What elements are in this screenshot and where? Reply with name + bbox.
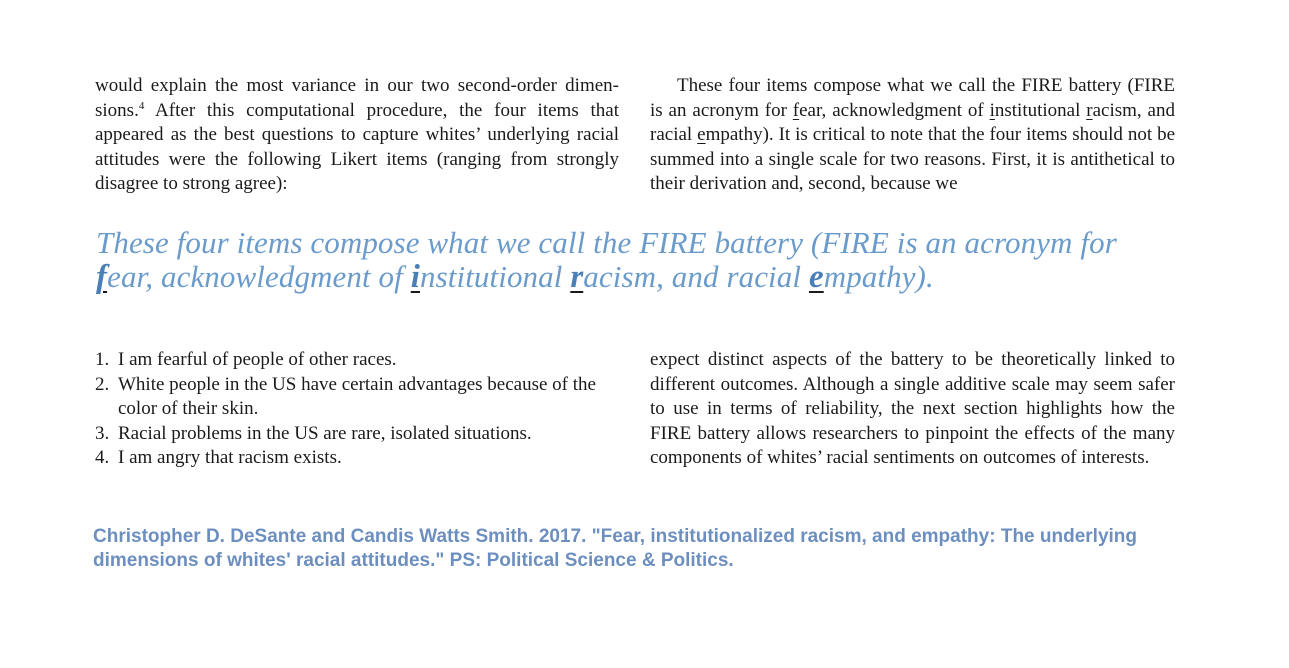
body-text: nstitutional <box>994 99 1087 121</box>
list-item-text: White people in the US have certain advantages because of the color of their skin. <box>118 373 596 420</box>
body-text: After this computational procedure, the four items that appeared as the best questions to capture whites’ underlying racial attitudes were the following Likert items (ranging from strongly disagree to strong agree): <box>95 99 619 195</box>
pull-quote-text: acism, and racial <box>583 259 809 294</box>
body-text: would explain the most variance in our two second-order dimen-sions. <box>95 75 619 121</box>
list-item-text: Racial problems in the US are rare, isolated situations. <box>118 422 532 444</box>
list-item-text: I am fearful of people of other races. <box>118 349 397 370</box>
list-item-text: I am angry that racism exists. <box>118 447 342 469</box>
pull-quote-text: ear, acknowledgment of <box>107 259 411 294</box>
right-column-bottom-paragraph <box>650 348 1175 471</box>
body-text: expect distinct aspects of the battery to be theoretically linked to different outcomes. Although a single additive scale may seem safer to use in terms of reliability, the next section highlights how the FIRE battery allows researchers to pinpoint the effects of the many components of whites’ racial sentiments on outcomes of interests. <box>650 349 1175 469</box>
likert-items-list <box>95 348 619 471</box>
body-text: These four items compose what we call the FIRE battery (FIRE is an acronym for <box>650 75 1175 121</box>
list-item <box>95 446 619 471</box>
acronym-letter-r: r <box>1086 99 1093 121</box>
pull-quote-text: These four items compose what we call the FIRE battery (FIRE is an acronym for <box>96 225 1117 260</box>
body-text: ear, acknowledgment of <box>799 99 990 121</box>
acronym-letter-i: i <box>989 99 995 121</box>
pull-quote-letter-f: f <box>96 259 108 295</box>
footnote-marker[interactable]: 4 <box>138 99 145 112</box>
list-item-number: 4. <box>95 447 110 469</box>
acronym-letter-f: f <box>792 99 800 121</box>
right-column-top-paragraph <box>650 74 1175 197</box>
list-item <box>95 373 619 422</box>
pull-quote-text: nstitutional <box>420 259 571 294</box>
list-item-number: 3. <box>95 422 110 444</box>
left-column-top-paragraph <box>95 74 619 197</box>
list-item-number: 1. <box>95 349 110 370</box>
body-text: mpathy). It is critical to note that the four items should not be summed into a single scale for two reasons. First, it is antithetical to their derivation and, second, because we <box>650 124 1175 195</box>
pull-quote-text: mpathy). <box>823 259 934 294</box>
list-item-number: 2. <box>95 373 110 395</box>
pull-quote-letter-r: r <box>570 259 584 295</box>
pull-quote <box>96 226 1176 294</box>
list-item <box>95 348 619 373</box>
acronym-letter-e: e <box>697 124 706 146</box>
citation: Christopher D. DeSante and Candis Watts Smith. 2017. "Fear, institutionalized racism, and empathy: The underlying dimensions of whites' racial attitudes." PS: Political Science & Politics. <box>93 526 1138 571</box>
pull-quote-letter-i: i <box>410 259 421 295</box>
list-item <box>95 422 619 447</box>
pull-quote-letter-e: e <box>808 259 824 295</box>
body-text: acism, and racial <box>650 99 1175 146</box>
